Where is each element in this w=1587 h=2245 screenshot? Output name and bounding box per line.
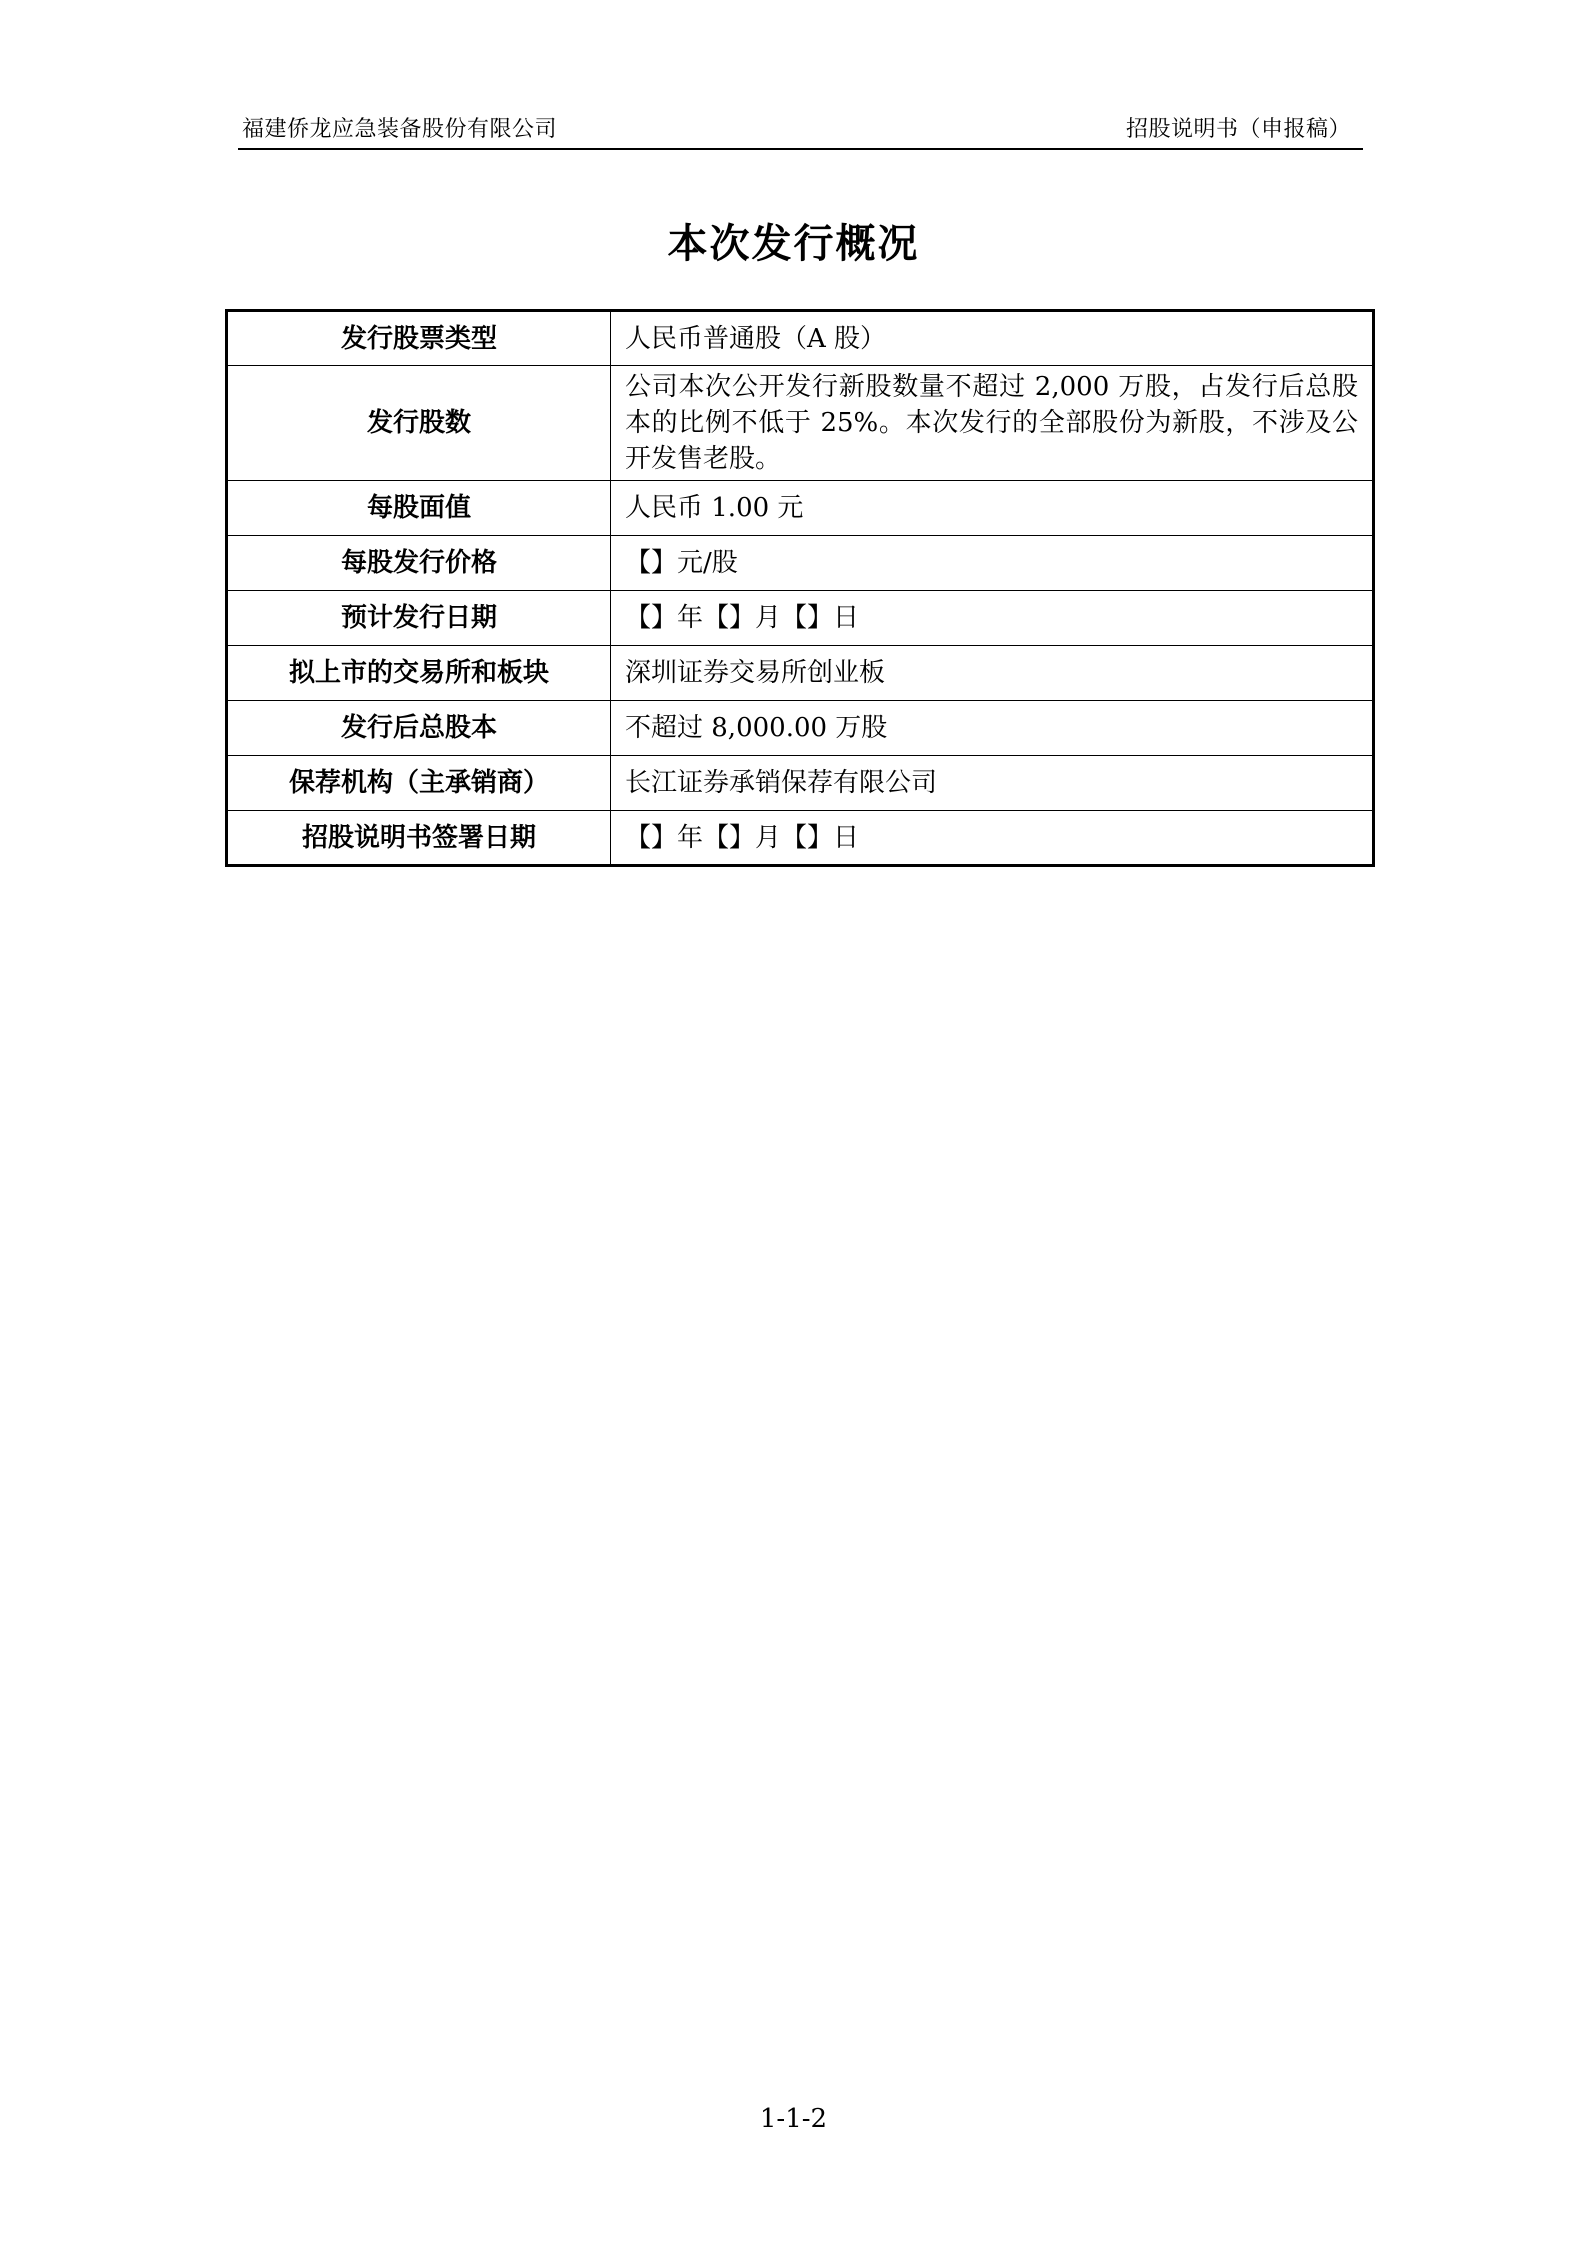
row-value: 公司本次公开发行新股数量不超过 2,000 万股，占发行后总股本的比例不低于 25%。本次发行的全部股份为新股，不涉及公开发售老股。 bbox=[611, 366, 1374, 481]
issuance-summary-table bbox=[225, 309, 1375, 867]
row-label: 招股说明书签署日期 bbox=[227, 811, 611, 866]
table-row bbox=[227, 646, 1374, 701]
table-row bbox=[227, 536, 1374, 591]
row-label: 保荐机构（主承销商） bbox=[227, 756, 611, 811]
table-row bbox=[227, 366, 1374, 481]
row-value: 人民币 1.00 元 bbox=[611, 481, 1374, 536]
row-value: 人民币普通股（A 股） bbox=[611, 311, 1374, 366]
row-value: 【】年【】月【】日 bbox=[611, 811, 1374, 866]
row-label: 预计发行日期 bbox=[227, 591, 611, 646]
row-value: 【】年【】月【】日 bbox=[611, 591, 1374, 646]
table-row bbox=[227, 481, 1374, 536]
row-label: 每股面值 bbox=[227, 481, 611, 536]
row-value: 深圳证券交易所创业板 bbox=[611, 646, 1374, 701]
table-row bbox=[227, 701, 1374, 756]
header-company-name: 福建侨龙应急装备股份有限公司 bbox=[242, 117, 558, 142]
row-value: 【】元/股 bbox=[611, 536, 1374, 591]
row-value: 长江证券承销保荐有限公司 bbox=[611, 756, 1374, 811]
row-label: 发行后总股本 bbox=[227, 701, 611, 756]
header-document-type: 招股说明书（申报稿） bbox=[1125, 117, 1351, 142]
table-row bbox=[227, 756, 1374, 811]
table-row bbox=[227, 811, 1374, 866]
table-row bbox=[227, 311, 1374, 366]
table-row bbox=[227, 591, 1374, 646]
row-label: 拟上市的交易所和板块 bbox=[227, 646, 611, 701]
page-title: 本次发行概况 bbox=[667, 221, 920, 267]
row-label: 每股发行价格 bbox=[227, 536, 611, 591]
row-value: 不超过 8,000.00 万股 bbox=[611, 701, 1374, 756]
row-label: 发行股票类型 bbox=[227, 311, 611, 366]
row-label: 发行股数 bbox=[227, 366, 611, 481]
page-header bbox=[238, 110, 1363, 150]
page-number: 1-1-2 bbox=[759, 2104, 828, 2134]
